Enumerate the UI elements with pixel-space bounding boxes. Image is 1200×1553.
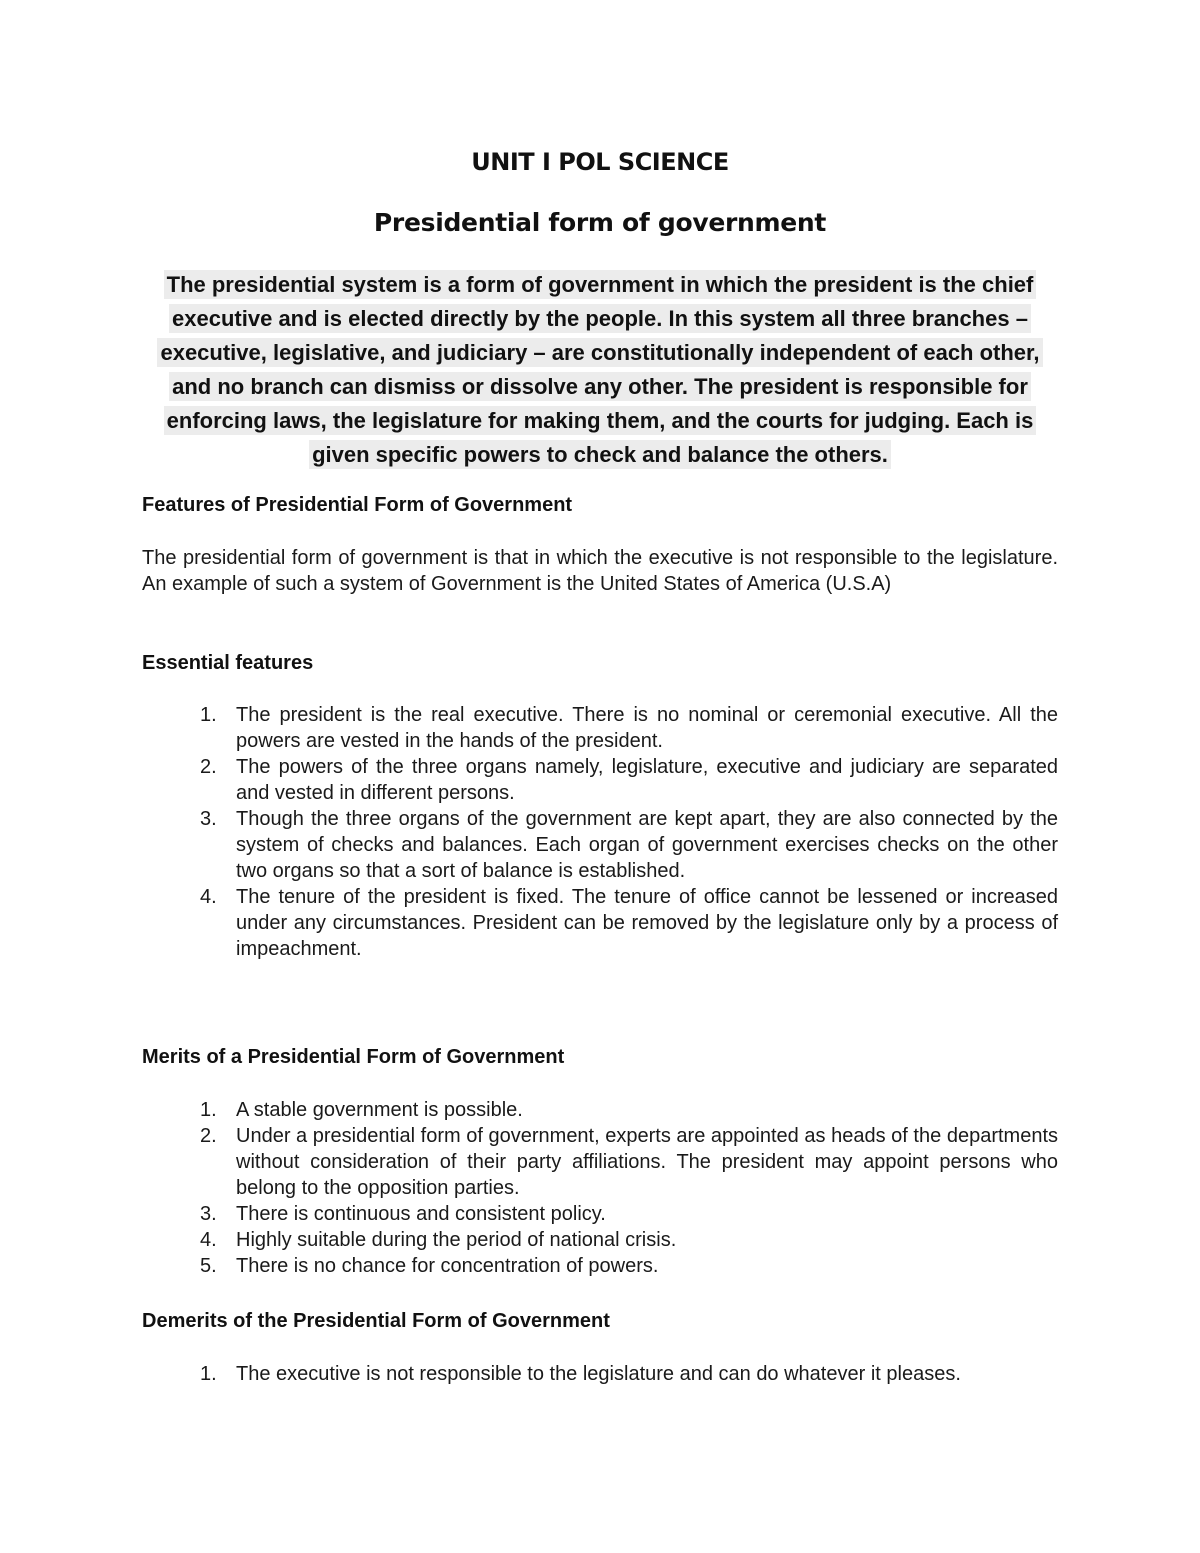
list-item — [142, 1253, 1058, 1279]
list-item-text: A stable government is possible. — [236, 1099, 523, 1121]
list-item-text: Under a presidential form of government, experts are appointed as heads of the departments without consideration of their party affiliations. The president may appoint persons who belong to the opposition parties. — [236, 1125, 1058, 1199]
list-item-number: 3. — [200, 1203, 217, 1225]
merits-section — [142, 1044, 1058, 1279]
unit-title: UNIT I POL SCIENCE — [471, 148, 729, 176]
list-item-text: The president is the real executive. There is no nominal or ceremonial executive. All the powers are vested in the hands of the president. — [236, 704, 1058, 752]
list-item-number: 4. — [200, 886, 217, 908]
essential-features-heading: Essential features — [142, 652, 314, 674]
list-item — [142, 1201, 1058, 1227]
list-item — [142, 1227, 1058, 1253]
list-item-number: 2. — [200, 1125, 217, 1147]
list-item-text: Highly suitable during the period of national crisis. — [236, 1229, 677, 1251]
list-item-number: 1. — [200, 1099, 217, 1121]
list-item — [142, 884, 1058, 962]
features-paragraph: The presidential form of government is that in which the executive is not responsible to the legislature. An example of such a system of Government is the United States of America (U.S.A) — [142, 547, 1058, 595]
features-section — [142, 492, 1058, 597]
list-item-number: 1. — [200, 1363, 217, 1385]
intro-paragraph — [140, 268, 1060, 472]
list-item — [142, 754, 1058, 806]
demerits-list — [142, 1361, 1058, 1387]
list-item — [142, 806, 1058, 884]
list-item-number: 1. — [200, 704, 217, 726]
essential-features-list — [142, 702, 1058, 962]
merits-list — [142, 1097, 1058, 1279]
list-item-number: 2. — [200, 756, 217, 778]
merits-heading: Merits of a Presidential Form of Government — [142, 1046, 565, 1068]
document-title: Presidential form of government — [373, 208, 827, 237]
list-item-text: The powers of the three organs namely, legislature, executive and judiciary are separated and vested in different persons. — [236, 756, 1058, 804]
list-item-text: There is no chance for concentration of powers. — [236, 1255, 659, 1277]
essential-features-section — [142, 650, 1058, 962]
demerits-section — [142, 1308, 1058, 1387]
list-item — [142, 1123, 1058, 1201]
features-heading: Features of Presidential Form of Government — [142, 494, 573, 516]
list-item — [142, 1097, 1058, 1123]
list-item-text: There is continuous and consistent policy. — [236, 1203, 606, 1225]
list-item-number: 3. — [200, 808, 217, 830]
demerits-heading: Demerits of the Presidential Form of Government — [142, 1310, 610, 1332]
list-item-text: The tenure of the president is fixed. The tenure of office cannot be lessened or increased under any circumstances. President can be removed by the legislature only by a process of impeachment. — [236, 886, 1058, 960]
list-item-text: Though the three organs of the government are kept apart, they are also connected by the system of checks and balances. Each organ of government exercises checks on the other two organs so that a sort of balance is established. — [236, 808, 1058, 882]
list-item-number: 4. — [200, 1229, 217, 1251]
intro-highlight: The presidential system is a form of government in which the president is the chief executive and is elected directly by the people. In this system all three branches – executive, legislative, and judiciary – are constitutionally independent of each other, and no branch can dismiss or dissolve any other. The president is responsible for enforcing laws, the legislature for making them, and the courts for judging. Each is given specific powers to check and balance the others. — [157, 270, 1042, 469]
list-item — [142, 1361, 1058, 1387]
list-item — [142, 702, 1058, 754]
list-item-text: The executive is not responsible to the legislature and can do whatever it pleases. — [236, 1363, 961, 1385]
list-item-number: 5. — [200, 1255, 217, 1277]
